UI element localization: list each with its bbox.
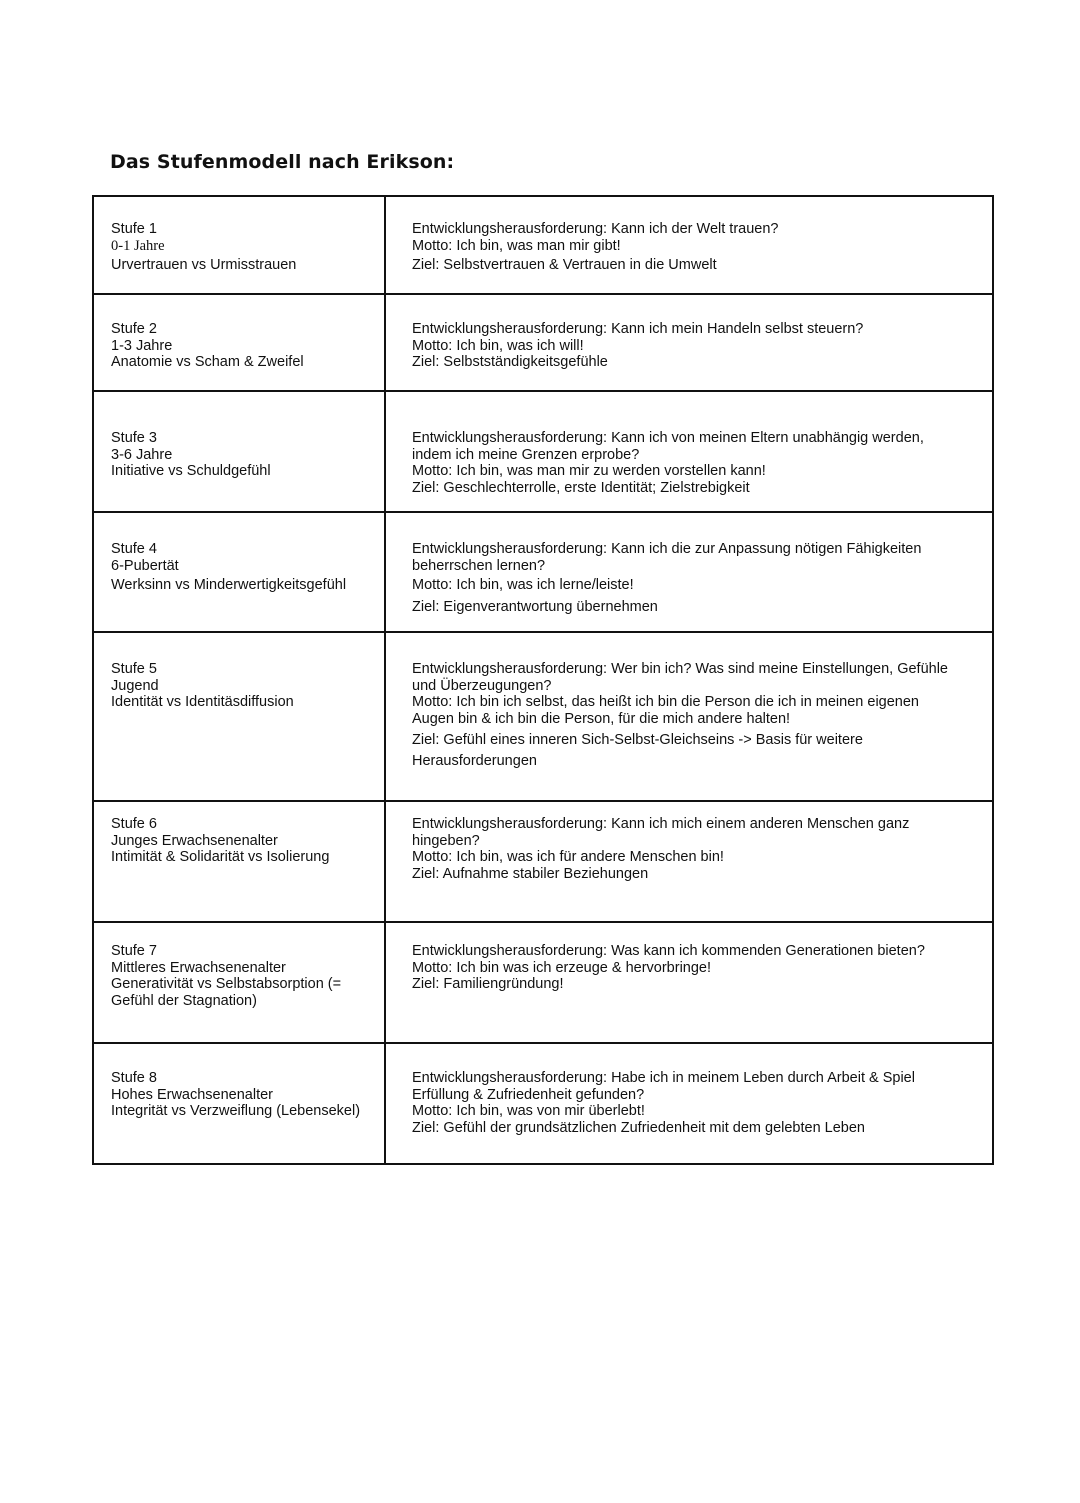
table-row [93, 294, 993, 391]
stage-age: 1-3 Jahre [111, 337, 173, 354]
stage-challenge: Entwicklungsherausforderung: Kann ich mich einem anderen Menschen ganz hingeben? [412, 816, 910, 849]
stage-conflict: Generativität vs Selbstabsorption (= Gefühl der Stagnation) [111, 976, 342, 1009]
table-row [93, 1043, 993, 1164]
stage-goal: Ziel: Aufnahme stabiler Beziehungen [412, 865, 649, 882]
stage-cell [93, 196, 385, 294]
stage-label: Stufe 5 [111, 661, 157, 677]
table-row [93, 801, 993, 922]
stage-motto: Motto: Ich bin, was ich will! [412, 337, 584, 354]
stage-challenge: Entwicklungsherausforderung: Kann ich der Welt trauen? [412, 221, 779, 237]
stage-motto: Motto: Ich bin, was von mir überlebt! [412, 1103, 645, 1119]
stage-challenge: Entwicklungsherausforderung: Habe ich in meinem Leben durch Arbeit & Spiel Erfüllung & Zufriedenheit gefunden? [412, 1070, 915, 1103]
stage-goal: Ziel: Selbstständigkeitsgefühle [412, 354, 608, 370]
description-cell [385, 196, 993, 294]
stage-cell [93, 632, 385, 801]
stage-goal: Ziel: Gefühl eines inneren Sich-Selbst-Gleichseins -> Basis für weitere Herausforderungen [412, 732, 863, 769]
table-row [93, 391, 993, 512]
stage-label: Stufe 3 [111, 430, 157, 446]
description-cell [385, 922, 993, 1043]
stage-cell [93, 922, 385, 1043]
description-cell [385, 294, 993, 391]
table-row [93, 512, 993, 632]
stage-age: Junges Erwachsenenalter [111, 832, 278, 849]
description-cell [385, 632, 993, 801]
stage-challenge: Entwicklungsherausforderung: Kann ich von meinen Eltern unabhängig werden, indem ich meine Grenzen erprobe? [412, 430, 924, 463]
description-cell [385, 391, 993, 512]
stage-conflict: Intimität & Solidarität vs Isolierung [111, 849, 330, 865]
stage-age: Jugend [111, 677, 159, 694]
stage-goal: Ziel: Familiengründung! [412, 976, 564, 992]
stage-conflict: Urvertrauen vs Urmisstrauen [111, 257, 297, 273]
stage-motto: Motto: Ich bin was ich erzeuge & hervorbringe! [412, 959, 712, 976]
stage-challenge: Entwicklungsherausforderung: Was kann ich kommenden Generationen bieten? [412, 943, 925, 959]
stage-age: 0-1 Jahre [111, 237, 165, 254]
stage-label: Stufe 8 [111, 1070, 157, 1086]
stage-motto: Motto: Ich bin, was man mir gibt! [412, 237, 621, 254]
stage-label: Stufe 4 [111, 541, 157, 557]
stage-motto: Motto: Ich bin, was ich lerne/leiste! [412, 577, 634, 593]
stage-challenge: Entwicklungsherausforderung: Wer bin ich? Was sind meine Einstellungen, Gefühle und Überzeugungen? [412, 661, 948, 694]
stage-conflict: Anatomie vs Scham & Zweifel [111, 354, 304, 370]
stage-label: Stufe 1 [111, 221, 157, 237]
stage-challenge: Entwicklungsherausforderung: Kann ich die zur Anpassung nötigen Fähigkeiten beherrschen lernen? [412, 541, 922, 574]
stages-table [92, 195, 994, 1165]
stage-goal: Ziel: Geschlechterrolle, erste Identität; Zielstrebigkeit [412, 479, 750, 496]
stage-cell [93, 801, 385, 922]
stage-age: 6-Pubertät [111, 557, 179, 574]
stage-age: Mittleres Erwachsenenalter [111, 959, 286, 976]
stage-label: Stufe 2 [111, 321, 157, 337]
stage-goal: Ziel: Selbstvertrauen & Vertrauen in die Umwelt [412, 257, 717, 273]
stage-conflict: Identität vs Identitäsdiffusion [111, 694, 294, 710]
stage-cell [93, 512, 385, 632]
stage-conflict: Integrität vs Verzweiflung (Lebensekel) [111, 1103, 361, 1119]
table-row [93, 196, 993, 294]
table-row [93, 632, 993, 801]
stage-cell [93, 1043, 385, 1164]
stage-motto: Motto: Ich bin ich selbst, das heißt ich bin die Person die ich in meinen eigenen Augen bin & ich bin die Person, für die mich andere halten! [412, 694, 919, 727]
stage-conflict: Initiative vs Schuldgefühl [111, 463, 271, 479]
description-cell [385, 801, 993, 922]
stage-goal: Ziel: Gefühl der grundsätzlichen Zufriedenheit mit dem gelebten Leben [412, 1119, 865, 1136]
stage-goal: Ziel: Eigenverantwortung übernehmen [412, 598, 658, 615]
stage-label: Stufe 7 [111, 943, 157, 959]
stage-label: Stufe 6 [111, 816, 157, 832]
stage-motto: Motto: Ich bin, was man mir zu werden vorstellen kann! [412, 463, 766, 479]
stage-cell [93, 391, 385, 512]
table-row [93, 922, 993, 1043]
page-title: Das Stufenmodell nach Erikson: [110, 151, 455, 173]
stage-cell [93, 294, 385, 391]
stage-motto: Motto: Ich bin, was ich für andere Menschen bin! [412, 849, 724, 865]
description-cell [385, 1043, 993, 1164]
stage-challenge: Entwicklungsherausforderung: Kann ich mein Handeln selbst steuern? [412, 321, 864, 337]
description-cell [385, 512, 993, 632]
stage-age: Hohes Erwachsenenalter [111, 1086, 274, 1103]
stage-age: 3-6 Jahre [111, 446, 173, 463]
stage-conflict: Werksinn vs Minderwertigkeitsgefühl [111, 577, 347, 593]
